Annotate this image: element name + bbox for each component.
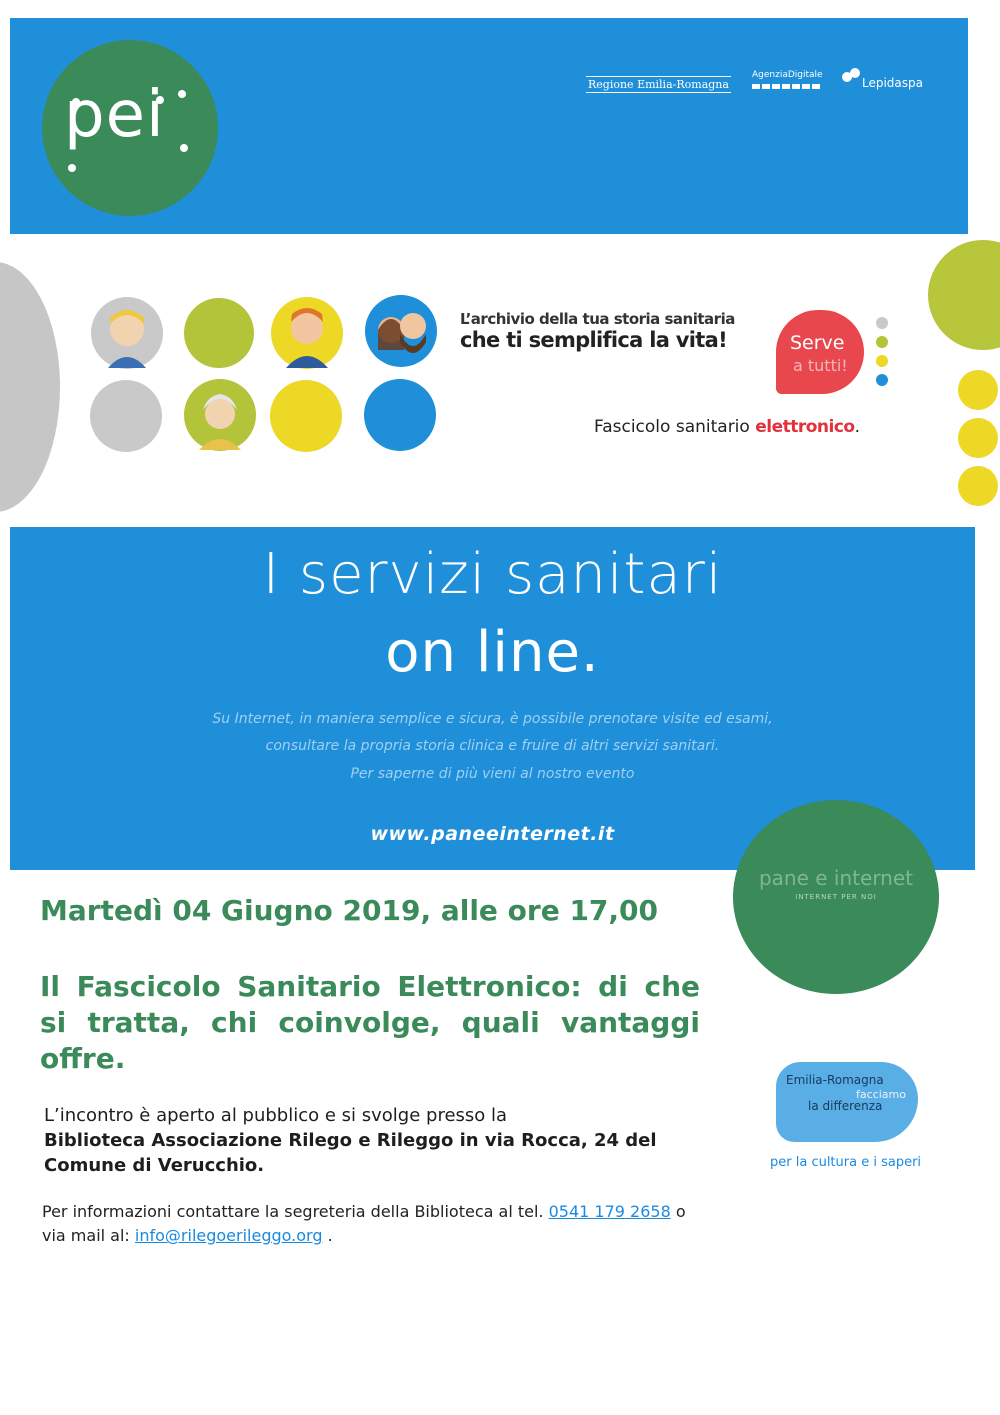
phone-link[interactable]: 0541 179 2658 [548, 1202, 671, 1221]
services-subtitle-3: Per saperne di più vieni al nostro evento [350, 766, 635, 782]
decor-circle-yellow-right-3 [958, 466, 998, 506]
website-link[interactable]: www.paneeinternet.it [370, 823, 615, 845]
serve-bubble-line-2: a tutti! [793, 356, 848, 375]
bubble-dot-green [876, 336, 888, 348]
emilia-romagna-logo-line-3: la differenza [808, 1099, 883, 1113]
agid-logo: AgenziaDigitale [752, 70, 823, 80]
description-line-3: Comune di Verucchio. [44, 1155, 265, 1176]
bubble-dot-grey [876, 317, 888, 329]
pei-logo-text: pei [64, 78, 165, 152]
fse-label-highlight: elettronico [755, 417, 855, 437]
services-subtitle-2: consultare la propria storia clinica e fruire di altri servizi sanitari. [265, 738, 720, 754]
decor-circle-yellow-right-2 [958, 418, 998, 458]
emilia-romagna-logo-line-1: Emilia-Romagna [786, 1073, 884, 1087]
emilia-romagna-tagline: per la cultura e i saperi [770, 1155, 922, 1170]
email-link[interactable]: info@rilegoerileggo.org [134, 1226, 323, 1245]
event-description [44, 1103, 724, 1178]
avatar-circle-grey [90, 380, 162, 452]
services-title-line-1: I servizi sanitari [262, 542, 723, 607]
pane-e-internet-logo-tagline: INTERNET PER NOI [795, 893, 877, 901]
avatar-circle-blue [364, 379, 436, 451]
bubble-dot-yellow [876, 355, 888, 367]
description-line-1: L’incontro è aperto al pubblico e si svolge presso la [44, 1105, 508, 1126]
avatar-couple [364, 294, 438, 368]
avatar-circle-green [184, 298, 254, 368]
agid-logo-bar [752, 84, 822, 89]
lepida-icon [842, 68, 860, 82]
avatar-man [270, 296, 344, 370]
services-title-line-2: on line. [385, 620, 600, 685]
event-date: Martedì 04 Giugno 2019, alle ore 17,00 [40, 894, 659, 927]
emilia-romagna-logo-line-2: facciamo [856, 1088, 906, 1101]
bubble-dot-blue [876, 374, 888, 386]
fse-headline-1: L’archivio della tua storia sanitaria [460, 310, 735, 328]
fse-label-prefix: Fascicolo sanitario [594, 417, 756, 437]
fse-headline-2: che ti semplifica la vita! [460, 328, 727, 352]
avatar-boy [90, 296, 164, 370]
regione-logo: Regione Emilia-Romagna [588, 78, 729, 91]
services-subtitle-1: Su Internet, in maniera semplice e sicura, è possibile prenotare visite ed esami, [212, 711, 773, 727]
contact-text-before: Per informazioni contattare la segreteria della Biblioteca al tel. [42, 1202, 549, 1221]
description-line-2: Biblioteca Associazione Rilego e Rileggo in via Rocca, 24 del [44, 1130, 657, 1151]
avatar-circle-yellow [270, 380, 342, 452]
contact-text-middle: o via mail al: [42, 1202, 686, 1245]
lepida-logo: Lepidaspa [862, 76, 924, 90]
contact-info [42, 1200, 692, 1248]
avatar-grandmother [183, 378, 257, 452]
event-title: Il Fascicolo Sanitario Elettronico: di che si tratta, chi coinvolge, quali vantaggi offre. [40, 970, 700, 1075]
pane-e-internet-logo-text: pane e internet [758, 866, 914, 890]
decor-circle-yellow-right-1 [958, 370, 998, 410]
serve-bubble-line-1: Serve [790, 332, 845, 354]
fse-label [594, 417, 860, 437]
contact-text-after: . [322, 1226, 333, 1245]
fse-label-suffix: . [854, 417, 861, 437]
